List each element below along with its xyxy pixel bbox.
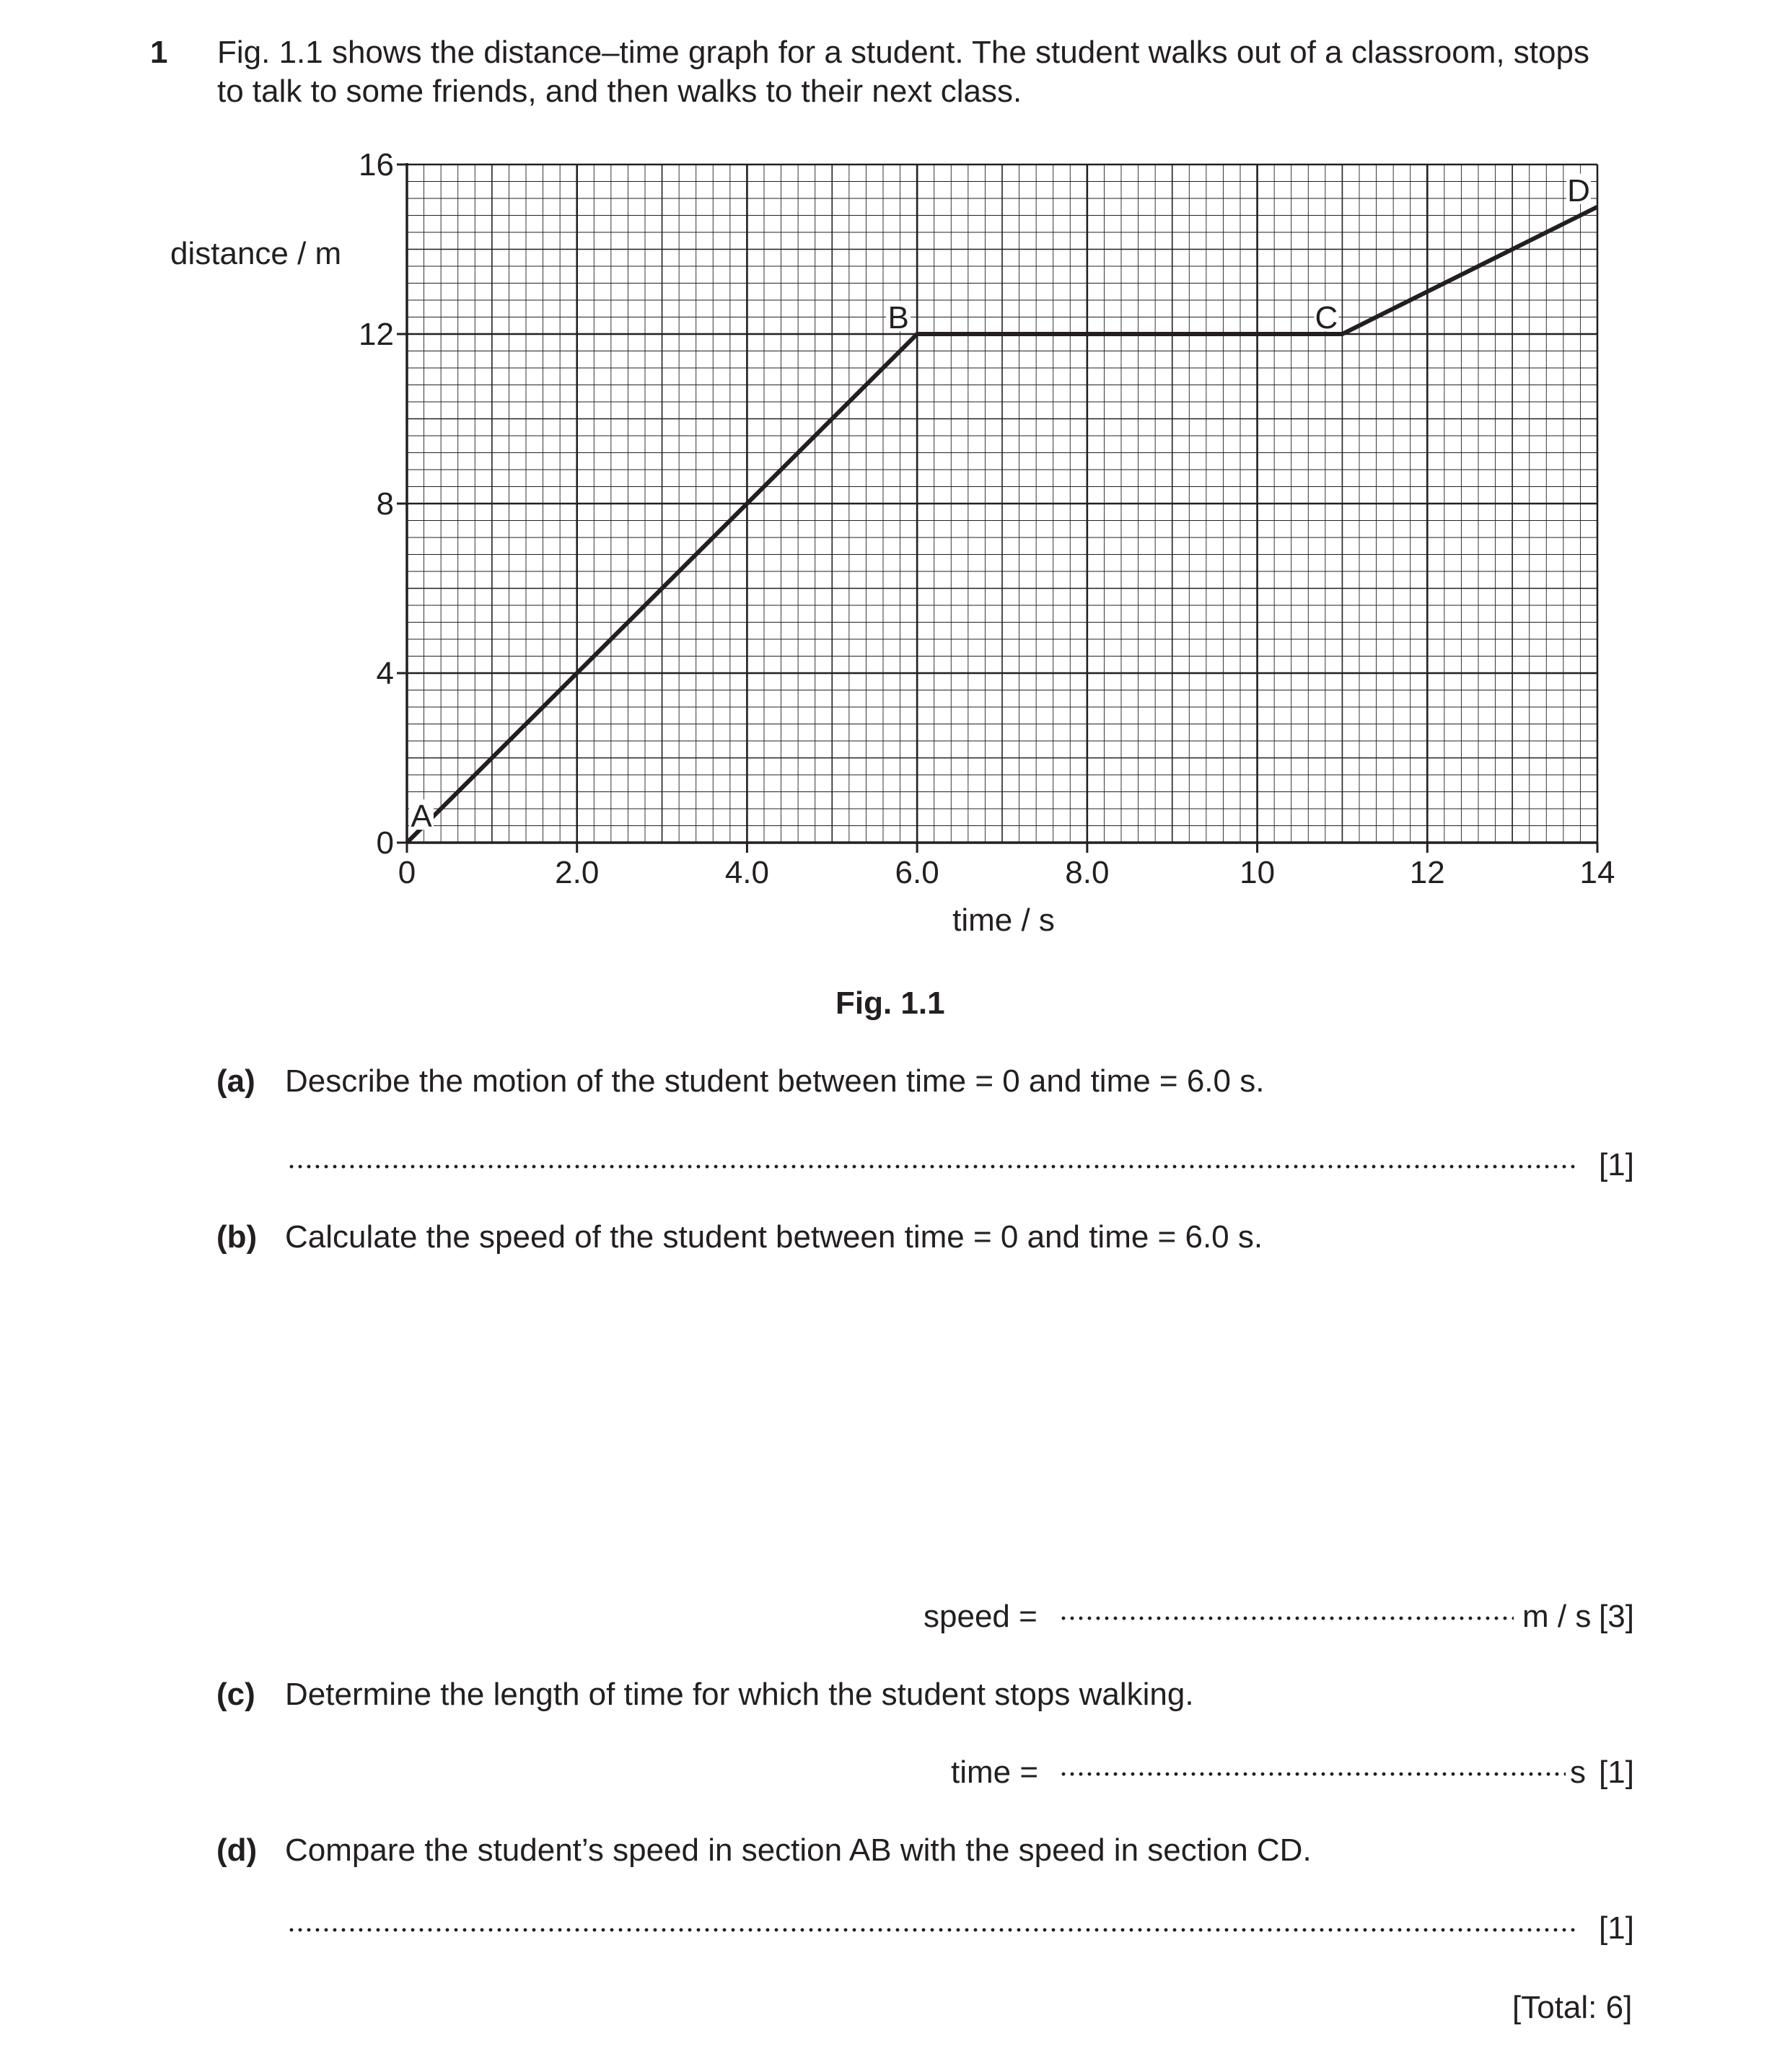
- part-a-question: Describe the motion of the student between time = 0 and time = 6.0 s.: [285, 1063, 1265, 1099]
- part-c-unit: s: [1570, 1755, 1586, 1790]
- part-a-dotted-line[interactable]: [287, 1162, 1579, 1172]
- question-number: 1: [150, 35, 168, 70]
- graph-grid: [407, 164, 1597, 843]
- y-tick-label: 16: [359, 147, 394, 183]
- x-tick-label: 4.0: [724, 855, 770, 890]
- part-b-unit: m / s: [1522, 1599, 1592, 1634]
- x-tick-label: 12: [1409, 855, 1445, 890]
- part-b-answer-prefix: speed =: [923, 1599, 1037, 1634]
- part-b-dotted-line[interactable]: [1059, 1613, 1514, 1623]
- y-tick-label: 4: [376, 656, 394, 691]
- part-c-label: (c): [216, 1677, 255, 1712]
- question-intro-line-1: Fig. 1.1 shows the distance–time graph for a student. The student walks out of a classroom, stops: [217, 35, 1589, 70]
- part-c-dotted-line[interactable]: [1059, 1769, 1566, 1779]
- point-label-c: C: [1315, 300, 1338, 335]
- part-d-marks: [1]: [1599, 1910, 1634, 1946]
- x-tick-label: 10: [1240, 855, 1276, 890]
- part-b-label: (b): [216, 1219, 258, 1255]
- part-a-marks: [1]: [1599, 1147, 1634, 1182]
- part-a-label: (a): [216, 1063, 255, 1099]
- part-c-answer-prefix: time =: [951, 1755, 1039, 1790]
- part-a-answer-line[interactable]: [287, 1146, 1638, 1185]
- x-tick-label: 8.0: [1065, 855, 1110, 890]
- part-d-label: (d): [216, 1832, 258, 1868]
- distance-time-graph: [0, 0, 1790, 952]
- y-tick-label: 0: [376, 825, 394, 861]
- y-tick-label: 12: [359, 317, 394, 352]
- part-b-answer-line[interactable]: [923, 1597, 1638, 1636]
- part-c-answer-line[interactable]: [951, 1753, 1638, 1792]
- part-c-question: Determine the length of time for which the student stops walking.: [285, 1677, 1194, 1712]
- total-marks: [Total: 6]: [1512, 1990, 1633, 2025]
- x-tick-label: 2.0: [555, 855, 600, 890]
- part-c-marks: [1]: [1599, 1755, 1634, 1790]
- part-d-answer-line[interactable]: [287, 1909, 1638, 1948]
- x-tick-label: 0: [398, 855, 416, 890]
- x-tick-label: 14: [1579, 855, 1615, 890]
- x-axis-label: time / s: [952, 903, 1055, 938]
- x-tick-label: 6.0: [895, 855, 939, 890]
- part-b-question: Calculate the speed of the student between time = 0 and time = 6.0 s.: [285, 1219, 1263, 1255]
- question-intro-line-2: to talk to some friends, and then walks to their next class.: [217, 74, 1022, 109]
- point-label-b: B: [887, 300, 909, 335]
- y-axis-label: distance / m: [170, 236, 342, 271]
- graph-labels: [170, 147, 1615, 938]
- part-b-marks: [3]: [1599, 1599, 1634, 1634]
- y-tick-label: 8: [376, 486, 394, 522]
- point-label-d: D: [1567, 172, 1590, 208]
- point-label-a: A: [411, 799, 432, 834]
- part-d-question: Compare the student’s speed in section AB with the speed in section CD.: [285, 1832, 1312, 1868]
- part-d-dotted-line[interactable]: [287, 1925, 1579, 1935]
- figure-caption: Fig. 1.1: [835, 985, 945, 1021]
